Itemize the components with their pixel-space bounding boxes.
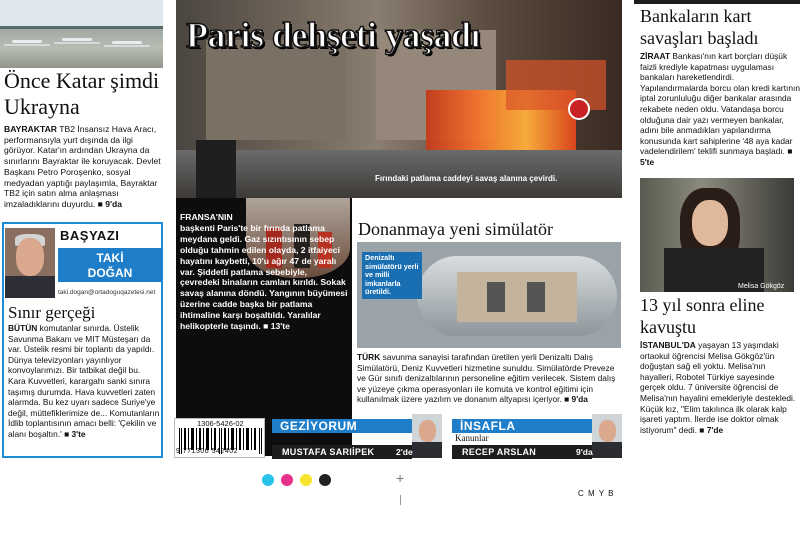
barcode-number: 9 771306 542402 [176,448,238,455]
kart-lead: ZİRAAT [640,51,671,61]
left-lead: BAYRAKTAR [4,124,57,134]
column-sub-geziyorum: Şanlıurfa [275,433,308,443]
kart-body [640,51,800,168]
registration-mark-icon: + [396,470,405,486]
simulator-body [357,352,623,405]
kart-body-text: Bankası'nın kart borçları düşük faizli krediyle kapatması uygulaması bankaları hareketlendirdi. Yapılandırmalarda borcu olan kredi kartının iptal zorunluluğu diğer bankalar arasında rekabete neden oldu. Vatandaşa borcu olduğuna dair yazı vermeyen bankalar, adını bile anmadıkları yapılandırma konusunda kart sahiplerine '48 aya kadar vadelendirilem' teklifi sunmaya başladı. [640,51,800,157]
left-article-body [4,124,162,210]
editorial-body-text: komutanlar sınırda. Üstelik Savunma Bakanı ve MIT Müsteşarı da var. Üstelik resmi bir toplantı da yapıldı. Dünya televizyonları yayınlıyor konvoylarımızı. Bir tatbikat değil bu. Kara Kuvvetleri, karargahı sanki sınıra taşımış durumda. Hava kuvvetleri zaten alarmda. Bu kez uyarı sadece Suriye'ye değil, müttefiklerimize de... Komutanların İdlib toplantısının amacı belli: 'Çekilin ve alanı boşaltın.' [8,323,160,439]
column-author-insafla: RECEP ARSLAN [452,445,592,459]
editorial-headline: Sınır gerçeği [8,303,96,322]
column-sub-insafla: Kanunlar [455,433,489,443]
melisa-body [640,340,800,435]
editorial-lead: BÜTÜN [8,323,38,333]
crop-mark [400,495,401,505]
simulator-headline: Donanmaya yeni simülatör [358,219,553,239]
left-body-text: TB2 İnsansız Hava Aracı, performansıyla yurt dışında da ilgi görüyor. Katar'ın ardından Ukrayna da sınırlarını Bayraktar ile koruyacak. Devlet Başkanı Petro Poroşenko, sosyal medyadan yaptığı paylaşımla, Bayraktar TB2 için satın alma anlaşması imzaladıklarını duyurdu. [4,124,161,209]
columnist-photo-2 [592,414,622,458]
editorial-body [8,323,160,440]
melisa-photo [640,178,794,292]
melisa-headline: 13 yıl sonra eline kavuştu [640,295,765,337]
drone-photo [0,0,163,68]
author-avatar [5,228,55,298]
yellow-dot [300,474,312,486]
column-author-geziyorum: MUSTAFA SARIİPEK [272,445,412,459]
editorial-section-label: BAŞYAZI [60,228,120,243]
magenta-dot [281,474,293,486]
simulator-lead: TÜRK [357,352,381,362]
column-section-geziyorum: GEZİYORUM [272,419,412,433]
editorial-page-ref: ■ 3'te [64,428,86,439]
main-photo-caption: Fırındaki patlama caddeyi savaş alanına çevirdi. [375,174,558,183]
main-headline: Paris dehşeti yaşadı [186,15,481,55]
melisa-photo-credit: Melisa Gökgöz [738,283,785,290]
right-top-bar [634,0,800,4]
paris-story-text [180,212,348,332]
author-email: taki.dogan@ortadoguqazetesi.net [58,289,156,296]
melisa-lead: İSTANBUL'DA [640,340,696,350]
paris-lead: FRANSA'NIN [180,212,233,222]
column-ref-geziyorum: 2'de [396,447,413,457]
melisa-page-ref: ■ 7'de [699,424,724,435]
barcode-issn: 1306-5426-02 [197,419,244,428]
cmyb-label: C M Y B [578,489,615,498]
cyan-dot [262,474,274,486]
column-section-insafla: İNSAFLA [452,419,592,433]
kart-headline: Bankaların kart savaşları başladı [640,6,759,48]
simulator-body-text: savunma sanayisi tarafından üretilen yerli Denizaltı Dalış Simülatörü, Deniz Kuvvetleri hizmetine sunuldu. Simülatörde Preveze ve Gür sınıfı denizaltılarının personeline eğitim verilecek. Sistem dalış ve yüzeye çıkma operasyonları ile komuta ve kontrol eğitimi için kullanılmak üzere yazılım ve donanım altyapısı içeriyor. [357,352,616,405]
left-page-ref: ■ 9'da [97,198,123,209]
editorial-author: TAKİ DOĞAN [58,248,162,282]
simulator-page-ref: ■ 9'da [564,394,588,405]
paris-body: başkenti Paris'te bir fırında patlama meydana geldi. Gaz sızıntısının sebep olduğu tahmin edilen olayda, 2 itfaiyeci hayatını kaybetti, 10'u ağır 47 de yaralı var. Şiddetli patlama sebebiyle, çevredeki binaların camları kırıldı. Sokak savaş alanına döndü. Yangının büyümesi üzerine cadde başka bir patlama ihtimaline karşı boşaltıldı. Yaralılar helikopterle taşındı. ■ 13'te [180,222,348,332]
melisa-body-text: yaşayan 13 yaşındaki ortaokul öğrencisi Melisa Gökgöz'ün doğuştan sağ eli yoktu. Melisa'nın hayalleri, Robotel Türkiye sayesinde gerçek oldu. 7 üniversite öğrencisi de Melisa'nın hayalini emekleriyle destekledi. Küçük kız, "Elim takılınca ilk olarak kalp işareti yaptım. İlerde ise doktor olmak istiyorum" dedi. [640,340,796,435]
left-headline: Önce Katar şimdi Ukrayna [4,68,160,119]
columnist-photo-1 [412,414,442,458]
black-dot [319,474,331,486]
column-ref-insafla: 9'da [576,447,593,457]
simulator-photo-caption: Denizaltı simülatörü yerli ve milli imkanlarla üretildi. [362,252,422,299]
kart-page-ref: ■ 5'te [640,146,793,167]
paris-page-ref: ■ 13'te [263,321,290,332]
